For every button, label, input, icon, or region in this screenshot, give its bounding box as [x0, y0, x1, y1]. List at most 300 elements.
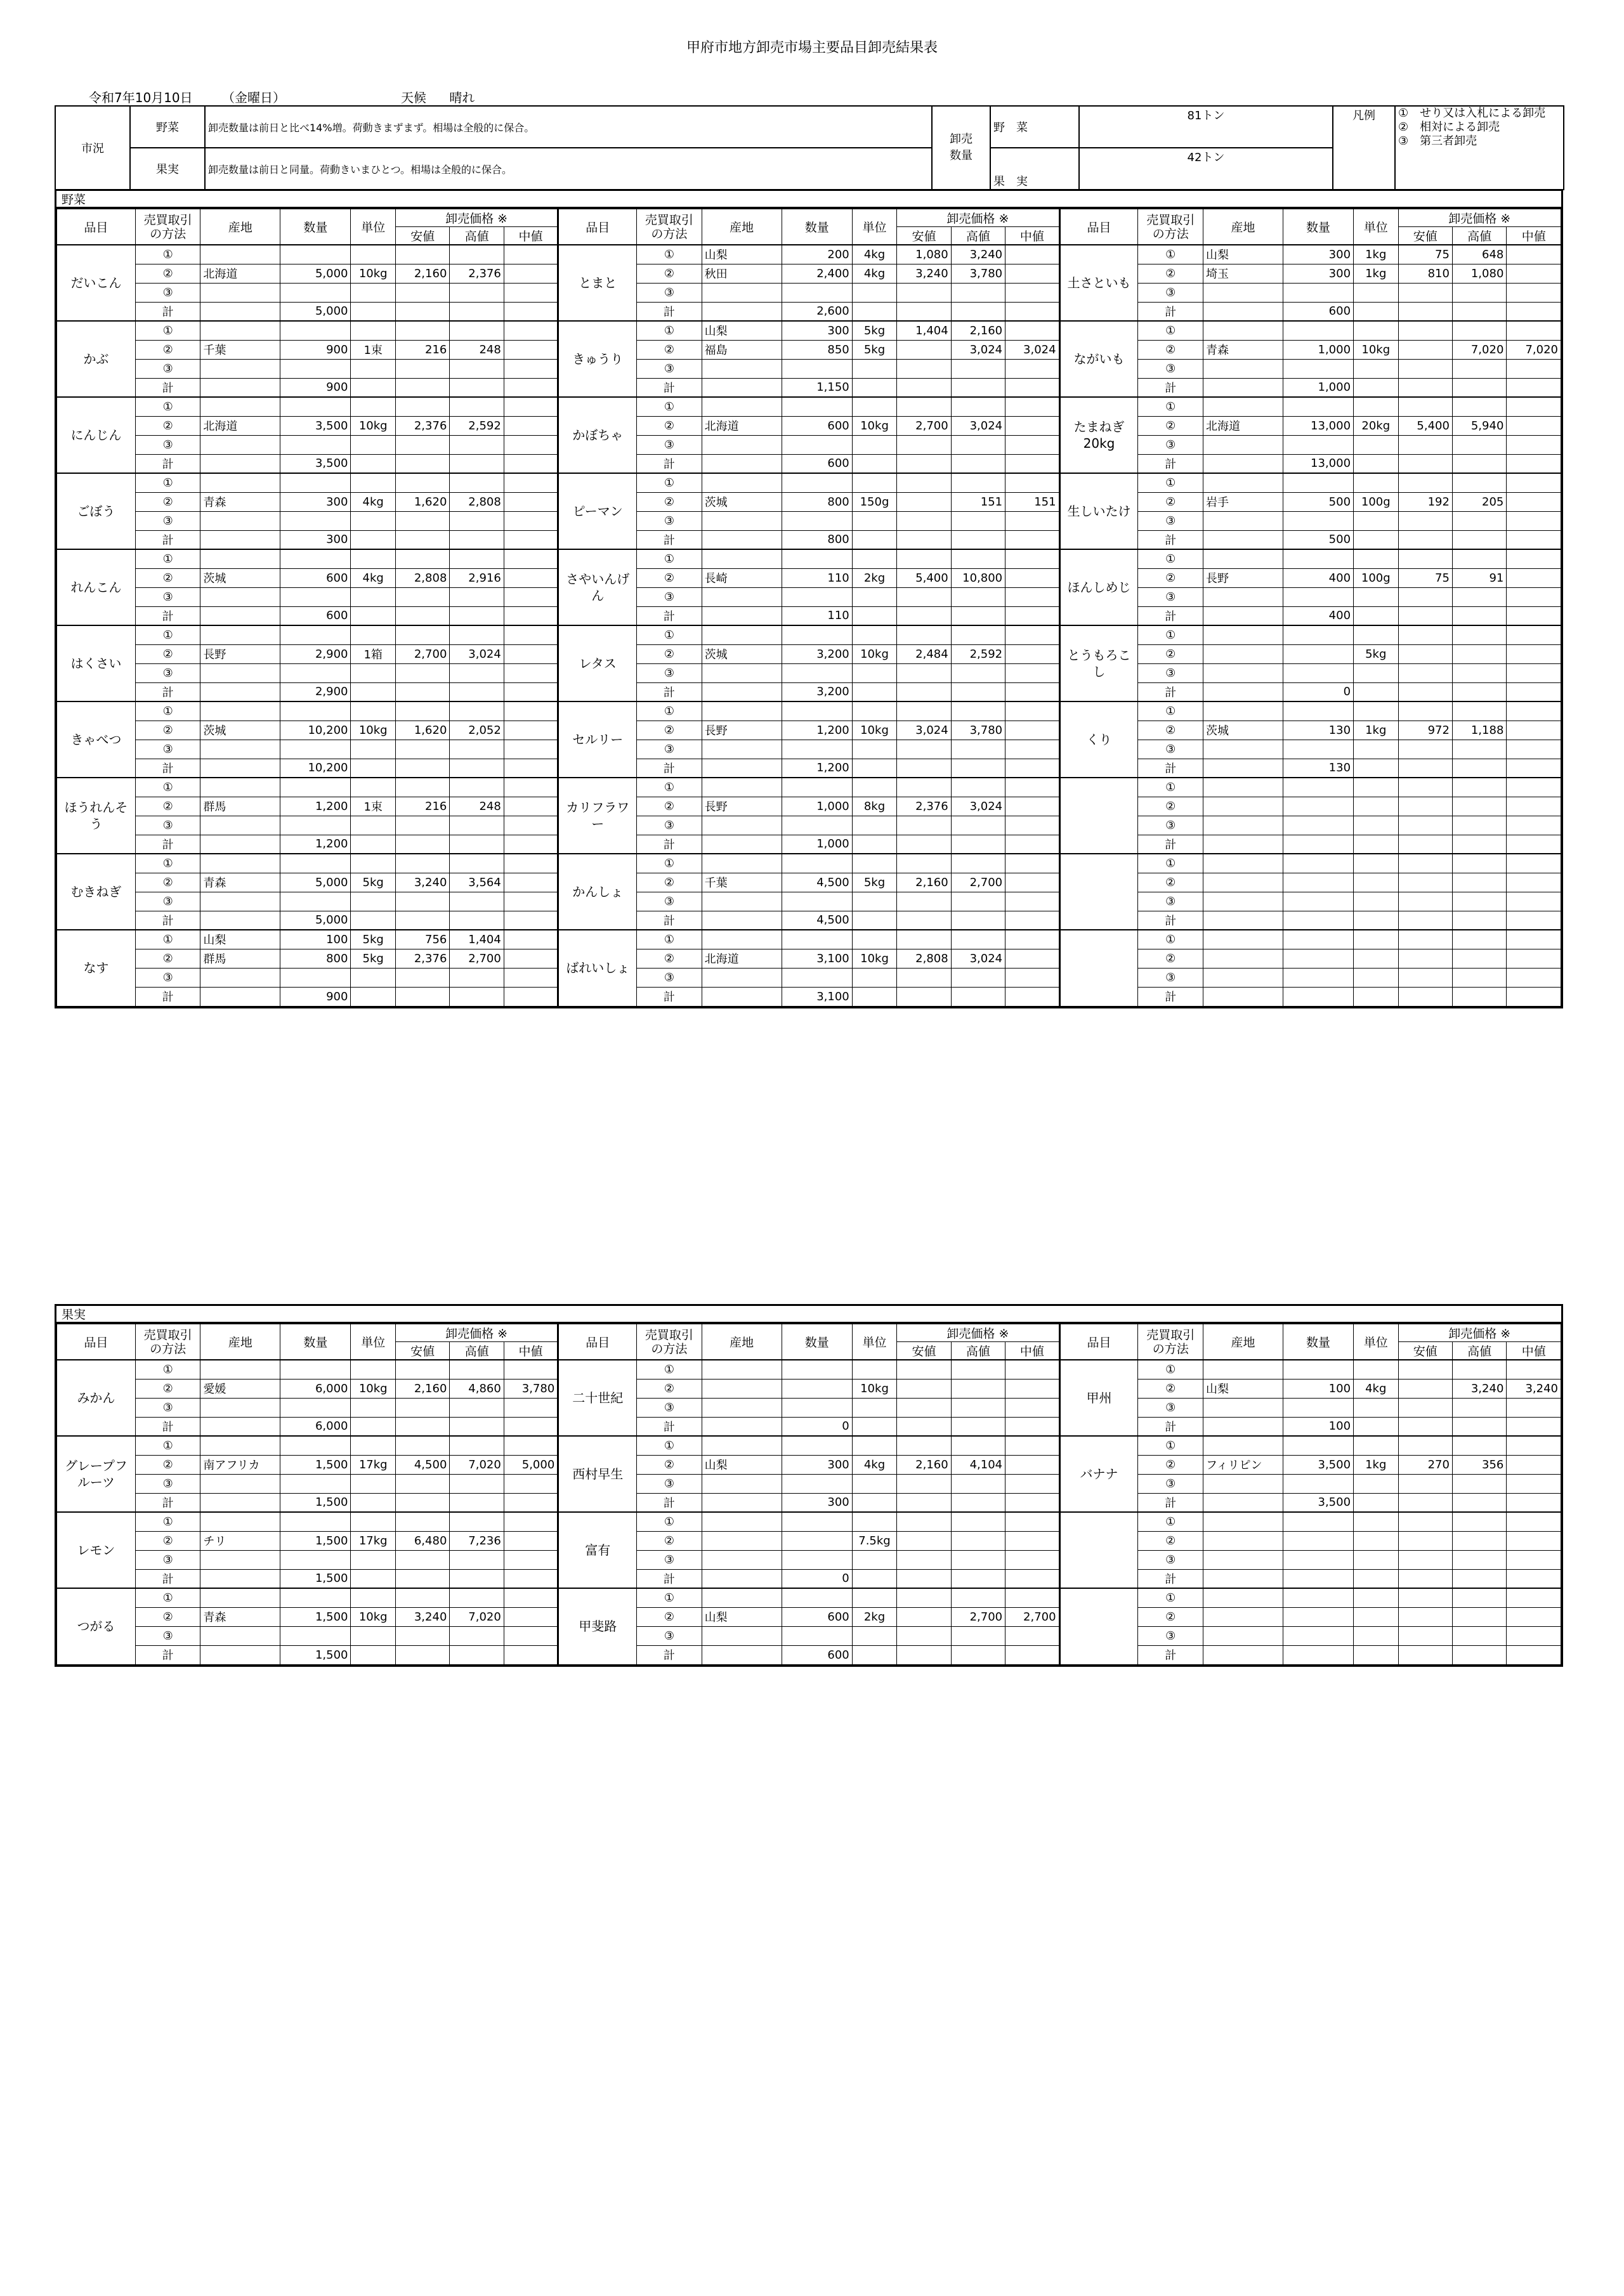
method: ③ — [135, 816, 200, 835]
origin — [200, 682, 280, 701]
price-mid — [1507, 1436, 1561, 1455]
method: 計 — [1138, 606, 1203, 625]
origin: 北海道 — [1203, 416, 1283, 435]
quantity: 1,150 — [782, 378, 852, 397]
origin — [1203, 511, 1283, 530]
quantity — [1283, 1588, 1353, 1607]
quantity — [280, 663, 351, 682]
price-high — [951, 911, 1005, 930]
price-high — [1452, 778, 1506, 797]
header-origin: 産地 — [702, 209, 782, 245]
price-high — [1452, 835, 1506, 854]
unit — [1354, 1550, 1398, 1569]
origin — [702, 435, 782, 454]
origin: 長野 — [702, 721, 782, 740]
price-mid — [1507, 378, 1561, 397]
price-mid — [1507, 1474, 1561, 1493]
price-high — [450, 1550, 504, 1569]
price-mid — [1507, 302, 1561, 321]
price-low — [897, 359, 951, 378]
quantity — [280, 1512, 351, 1531]
price-high — [951, 302, 1005, 321]
price-mid — [1507, 1531, 1561, 1550]
price-low — [395, 435, 449, 454]
item-name: なす — [57, 930, 136, 1006]
price-high — [951, 454, 1005, 473]
header-qty: 数量 — [280, 209, 351, 245]
method: ① — [1138, 701, 1203, 721]
origin — [1203, 587, 1283, 606]
unit — [1354, 606, 1398, 625]
price-high — [951, 1569, 1005, 1588]
method: ① — [135, 778, 200, 797]
origin — [200, 359, 280, 378]
unit — [1354, 549, 1398, 568]
price-high — [1452, 1493, 1506, 1512]
unit — [1354, 1588, 1398, 1607]
price-high — [1452, 1607, 1506, 1626]
price-high — [450, 625, 504, 644]
unit: 17kg — [351, 1455, 395, 1474]
price-mid — [1507, 1398, 1561, 1417]
unit — [852, 606, 896, 625]
price-high: 4,860 — [450, 1379, 504, 1398]
method: ① — [637, 778, 702, 797]
quantity — [782, 854, 852, 873]
method: 計 — [637, 378, 702, 397]
method: 計 — [1138, 530, 1203, 549]
price-mid — [1005, 816, 1059, 835]
price-high — [450, 1398, 504, 1417]
price-high — [1452, 663, 1506, 682]
price-low — [1398, 378, 1452, 397]
origin: 山梨 — [702, 1455, 782, 1474]
price-high — [450, 663, 504, 682]
price-mid — [1005, 625, 1059, 644]
method: ① — [1138, 473, 1203, 492]
price-mid — [1005, 378, 1059, 397]
unit: 5kg — [351, 873, 395, 892]
origin — [702, 606, 782, 625]
method: ③ — [637, 435, 702, 454]
price-high — [450, 1512, 504, 1531]
price-low: 5,400 — [1398, 416, 1452, 435]
price-high: 1,188 — [1452, 721, 1506, 740]
unit — [852, 1569, 896, 1588]
price-high — [951, 1474, 1005, 1493]
item-name: たまねぎ20kg — [1059, 397, 1138, 473]
method: ② — [135, 721, 200, 740]
item-name: きゃべつ — [57, 701, 136, 778]
price-low — [897, 473, 951, 492]
price-mid — [504, 873, 558, 892]
method: ① — [1138, 1360, 1203, 1379]
price-low: 3,240 — [395, 873, 449, 892]
price-low — [395, 1436, 449, 1455]
price-low — [897, 740, 951, 759]
method: ① — [1138, 778, 1203, 797]
origin — [1203, 873, 1283, 892]
price-low — [1398, 302, 1452, 321]
unit: 5kg — [852, 321, 896, 340]
price-mid — [1507, 283, 1561, 302]
item-name: グレープフルーツ — [57, 1436, 136, 1512]
quantity: 1,200 — [782, 759, 852, 778]
quantity: 1,200 — [280, 835, 351, 854]
price-low — [1398, 1474, 1452, 1493]
price-mid — [1005, 397, 1059, 416]
price-low — [1398, 340, 1452, 359]
method: 計 — [637, 759, 702, 778]
quantity: 2,600 — [782, 302, 852, 321]
price-mid — [1507, 1607, 1561, 1626]
origin — [702, 930, 782, 949]
price-mid — [1005, 587, 1059, 606]
method: ① — [135, 321, 200, 340]
method: 計 — [1138, 911, 1203, 930]
quantity: 1,000 — [1283, 340, 1353, 359]
origin — [1203, 968, 1283, 987]
price-low: 2,700 — [897, 416, 951, 435]
unit — [852, 283, 896, 302]
header-low: 安値 — [897, 1342, 951, 1360]
origin — [1203, 701, 1283, 721]
origin: チリ — [200, 1531, 280, 1550]
price-high — [450, 987, 504, 1006]
price-high: 10,800 — [951, 568, 1005, 587]
method: ② — [135, 568, 200, 587]
price-high — [450, 530, 504, 549]
price-low — [897, 1398, 951, 1417]
unit — [1354, 1512, 1398, 1531]
origin — [200, 587, 280, 606]
price-mid — [504, 606, 558, 625]
unit: 8kg — [852, 797, 896, 816]
quantity: 1,500 — [280, 1607, 351, 1626]
price-mid — [1005, 435, 1059, 454]
method: ② — [637, 1379, 702, 1398]
origin — [200, 321, 280, 340]
price-high — [951, 435, 1005, 454]
method: ① — [1138, 930, 1203, 949]
price-mid — [1005, 778, 1059, 797]
price-low: 2,376 — [897, 797, 951, 816]
quantity — [782, 435, 852, 454]
price-mid — [1005, 1360, 1059, 1379]
price-mid — [504, 682, 558, 701]
price-high — [951, 663, 1005, 682]
legend-3: ③ 第三者卸売 — [1398, 134, 1477, 148]
price-mid — [1005, 682, 1059, 701]
origin: 山梨 — [1203, 1379, 1283, 1398]
method: ② — [1138, 949, 1203, 968]
price-mid — [504, 644, 558, 663]
unit — [852, 473, 896, 492]
origin — [200, 778, 280, 797]
item-name — [1059, 1512, 1138, 1588]
origin: 愛媛 — [200, 1379, 280, 1398]
price-mid — [1005, 797, 1059, 816]
volume-label — [932, 106, 990, 190]
price-low: 972 — [1398, 721, 1452, 740]
origin — [1203, 530, 1283, 549]
price-low — [897, 397, 951, 416]
unit — [351, 778, 395, 797]
price-high — [1452, 740, 1506, 759]
price-mid — [1005, 302, 1059, 321]
method: ② — [135, 1379, 200, 1398]
origin: 北海道 — [702, 949, 782, 968]
quantity — [1283, 397, 1353, 416]
price-low — [897, 606, 951, 625]
price-low — [897, 1493, 951, 1512]
item-name: つがる — [57, 1588, 136, 1664]
quantity: 13,000 — [1283, 416, 1353, 435]
quantity: 600 — [782, 454, 852, 473]
price-mid — [1507, 473, 1561, 492]
price-mid: 151 — [1005, 492, 1059, 511]
origin: 群馬 — [200, 949, 280, 968]
price-low — [395, 283, 449, 302]
unit — [351, 968, 395, 987]
unit — [351, 625, 395, 644]
price-low — [395, 759, 449, 778]
price-mid — [1005, 949, 1059, 968]
price-high — [450, 778, 504, 797]
quantity: 0 — [782, 1569, 852, 1588]
price-low — [395, 359, 449, 378]
item-name: 土さといも — [1059, 245, 1138, 321]
price-mid — [1507, 1417, 1561, 1436]
price-mid — [1005, 1645, 1059, 1664]
price-mid: 7,020 — [1507, 340, 1561, 359]
price-high — [951, 530, 1005, 549]
quantity: 300 — [782, 1493, 852, 1512]
price-mid — [1005, 1455, 1059, 1474]
price-high — [450, 378, 504, 397]
method: ① — [637, 930, 702, 949]
header-method-1: 売買取引 — [1146, 212, 1195, 227]
volume-label-1: 卸売 — [950, 133, 972, 146]
unit — [1354, 587, 1398, 606]
item-name: れんこん — [57, 549, 136, 625]
quantity: 0 — [782, 1417, 852, 1436]
method: ② — [135, 340, 200, 359]
origin — [200, 663, 280, 682]
header-method-1: 売買取引 — [645, 212, 693, 227]
price-high: 3,240 — [951, 245, 1005, 264]
method: 計 — [637, 987, 702, 1006]
unit — [852, 454, 896, 473]
quantity — [280, 435, 351, 454]
quantity — [1283, 987, 1353, 1006]
price-high: 1,404 — [450, 930, 504, 949]
price-high — [450, 435, 504, 454]
quantity: 850 — [782, 340, 852, 359]
price-mid — [1005, 511, 1059, 530]
method: ③ — [1138, 1398, 1203, 1417]
method: 計 — [135, 1569, 200, 1588]
price-low: 2,808 — [897, 949, 951, 968]
origin — [1203, 759, 1283, 778]
quantity: 800 — [782, 492, 852, 511]
unit — [1354, 1607, 1398, 1626]
unit — [852, 892, 896, 911]
price-low — [1398, 854, 1452, 873]
quantity: 3,500 — [1283, 1455, 1353, 1474]
method: ③ — [1138, 1474, 1203, 1493]
unit — [351, 435, 395, 454]
unit — [852, 549, 896, 568]
item-name — [1059, 778, 1138, 854]
price-mid — [1507, 835, 1561, 854]
header-method — [637, 209, 702, 245]
unit: 1kg — [1354, 721, 1398, 740]
item-name: ピーマン — [558, 473, 637, 549]
method: ③ — [637, 1626, 702, 1645]
item-name: きゅうり — [558, 321, 637, 397]
quantity — [1283, 968, 1353, 987]
unit — [852, 740, 896, 759]
quantity: 1,000 — [1283, 378, 1353, 397]
method: 計 — [637, 454, 702, 473]
unit — [852, 835, 896, 854]
quantity: 1,500 — [280, 1645, 351, 1664]
price-mid — [1507, 644, 1561, 663]
price-mid — [504, 1569, 558, 1588]
method: ② — [637, 416, 702, 435]
method: ① — [1138, 1436, 1203, 1455]
quantity: 0 — [1283, 682, 1353, 701]
unit — [351, 816, 395, 835]
price-low — [1398, 892, 1452, 911]
quantity — [1283, 511, 1353, 530]
unit — [1354, 987, 1398, 1006]
origin — [1203, 359, 1283, 378]
unit: 100g — [1354, 492, 1398, 511]
price-mid — [1005, 568, 1059, 587]
price-low — [395, 911, 449, 930]
method: 計 — [637, 606, 702, 625]
header-price: 卸売価格 ※ — [897, 1324, 1059, 1342]
price-mid — [1005, 663, 1059, 682]
price-low — [395, 968, 449, 987]
price-low — [1398, 911, 1452, 930]
price-low — [395, 511, 449, 530]
price-low — [897, 1569, 951, 1588]
price-mid — [1005, 264, 1059, 283]
price-high — [951, 1360, 1005, 1379]
quantity — [280, 625, 351, 644]
price-mid — [504, 359, 558, 378]
origin — [200, 892, 280, 911]
price-low — [897, 1531, 951, 1550]
method: ③ — [135, 587, 200, 606]
header-mid: 中値 — [1507, 1342, 1561, 1360]
price-high — [951, 759, 1005, 778]
method: 計 — [1138, 302, 1203, 321]
origin — [702, 1512, 782, 1531]
price-low — [1398, 359, 1452, 378]
origin — [702, 835, 782, 854]
origin — [702, 549, 782, 568]
unit — [852, 816, 896, 835]
price-mid — [1507, 892, 1561, 911]
price-high — [1452, 797, 1506, 816]
price-high — [450, 1436, 504, 1455]
price-low — [897, 835, 951, 854]
price-low — [897, 759, 951, 778]
header-method — [135, 209, 200, 245]
method: ① — [637, 245, 702, 264]
origin: 山梨 — [1203, 245, 1283, 264]
price-mid — [1005, 1493, 1059, 1512]
quantity — [1283, 283, 1353, 302]
price-high — [450, 1626, 504, 1645]
quantity: 300 — [782, 321, 852, 340]
method: ③ — [1138, 359, 1203, 378]
quantity — [1283, 797, 1353, 816]
quantity: 800 — [280, 949, 351, 968]
price-low: 216 — [395, 797, 449, 816]
item-name: はくさい — [57, 625, 136, 701]
method: ② — [135, 264, 200, 283]
price-high — [450, 321, 504, 340]
unit — [351, 530, 395, 549]
method: ② — [637, 949, 702, 968]
origin — [1203, 549, 1283, 568]
quantity: 1,200 — [782, 721, 852, 740]
price-high — [1452, 283, 1506, 302]
price-mid — [1507, 968, 1561, 987]
unit — [852, 968, 896, 987]
item-name: 二十世紀 — [558, 1360, 637, 1436]
price-low — [395, 1569, 449, 1588]
origin — [1203, 435, 1283, 454]
price-high — [450, 359, 504, 378]
price-high — [1452, 1626, 1506, 1645]
unit: 5kg — [351, 949, 395, 968]
price-mid — [1507, 987, 1561, 1006]
price-low: 270 — [1398, 1455, 1452, 1474]
price-high — [1452, 930, 1506, 949]
origin — [1203, 1436, 1283, 1455]
fruit-market-text: 卸売数量は前日と同量。荷動きいまひとつ。相場は全般的に保合。 — [205, 148, 932, 190]
price-low — [1398, 1436, 1452, 1455]
price-mid — [504, 511, 558, 530]
origin — [702, 1645, 782, 1664]
origin: 山梨 — [200, 930, 280, 949]
unit — [852, 663, 896, 682]
quantity — [782, 1474, 852, 1493]
price-high — [1452, 1436, 1506, 1455]
quantity: 3,500 — [280, 454, 351, 473]
price-low: 2,700 — [395, 644, 449, 663]
price-low — [897, 816, 951, 835]
item-name: カリフラワー — [558, 778, 637, 854]
quantity — [280, 1436, 351, 1455]
price-high — [951, 587, 1005, 606]
price-low — [1398, 1607, 1452, 1626]
price-low — [1398, 1531, 1452, 1550]
price-low — [395, 1588, 449, 1607]
header-item: 品目 — [1059, 209, 1138, 245]
unit — [1354, 740, 1398, 759]
legend-2: ② 相対による卸売 — [1398, 121, 1500, 134]
price-high — [1452, 1550, 1506, 1569]
market-label: 市況 — [55, 106, 130, 190]
price-low — [1398, 759, 1452, 778]
